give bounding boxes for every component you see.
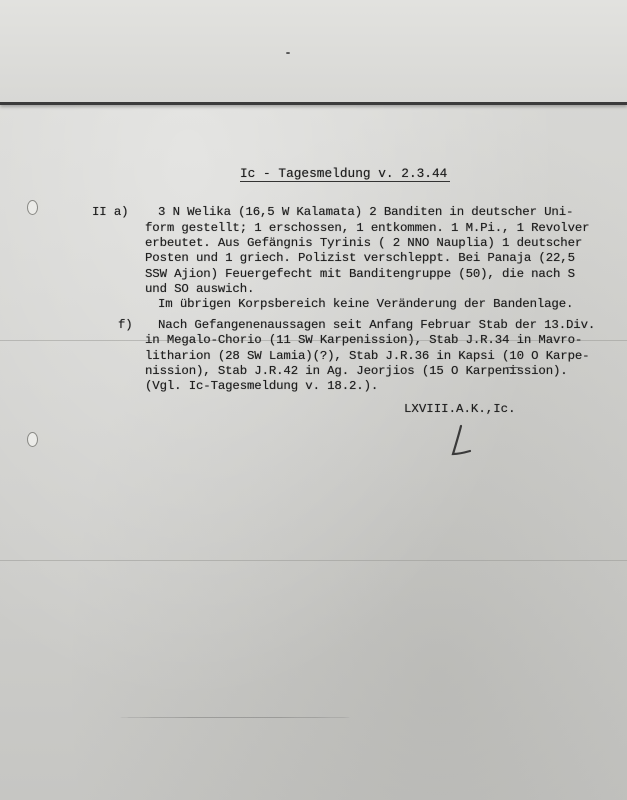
punch-hole (27, 432, 38, 447)
paper-speck (286, 52, 290, 54)
report-title: Ic - Tagesmeldung v. 2.3.44 (240, 166, 448, 181)
paper-fold-line (0, 560, 627, 561)
signature-block: LXVIII.A.K.,Ic. (404, 402, 516, 416)
title-underline (240, 181, 450, 182)
report-line: und SO auswich. (145, 282, 255, 296)
section-label-f: f) (118, 318, 133, 332)
punch-hole (27, 200, 38, 215)
report-note: Im übrigen Korpsbereich keine Veränderung der Bandenlage. (158, 297, 574, 311)
report-line: SSW Ajion) Feuergefecht mit Banditengruppe (50), die nach S (145, 267, 575, 281)
handwritten-initial-icon (446, 424, 476, 460)
previous-sheet-edge (0, 0, 627, 105)
report-line: form gestellt; 1 erschossen, 1 entkommen. 1 M.Pi., 1 Revolver (145, 221, 590, 235)
report-line: litharion (28 SW Lamia)(?), Stab J.R.36 in Kapsi (10 O Karpe- (145, 349, 590, 363)
paper-speck (120, 717, 350, 718)
report-line: Posten und 1 griech. Polizist verschleppt. Bei Panaja (22,5 (145, 251, 575, 265)
report-line: 3 N Welika (16,5 W Kalamata) 2 Banditen in deutscher Uni- (158, 205, 574, 219)
report-line: in Megalo-Chorio (11 SW Karpenission), Stab J.R.34 in Mavro- (145, 333, 583, 347)
report-line: (Vgl. Ic-Tagesmeldung v. 18.2.). (145, 379, 379, 393)
report-line: Nach Gefangenenaussagen seit Anfang Februar Stab der 13.Div. (158, 318, 596, 332)
report-line: erbeutet. Aus Gefängnis Tyrinis ( 2 NNO Nauplia) 1 deutscher (145, 236, 583, 250)
report-line: nission), Stab J.R.42 in Ag. Jeorjios (15 O Karpenission). (145, 364, 568, 378)
section-label-ii-a: II a) (92, 205, 129, 219)
